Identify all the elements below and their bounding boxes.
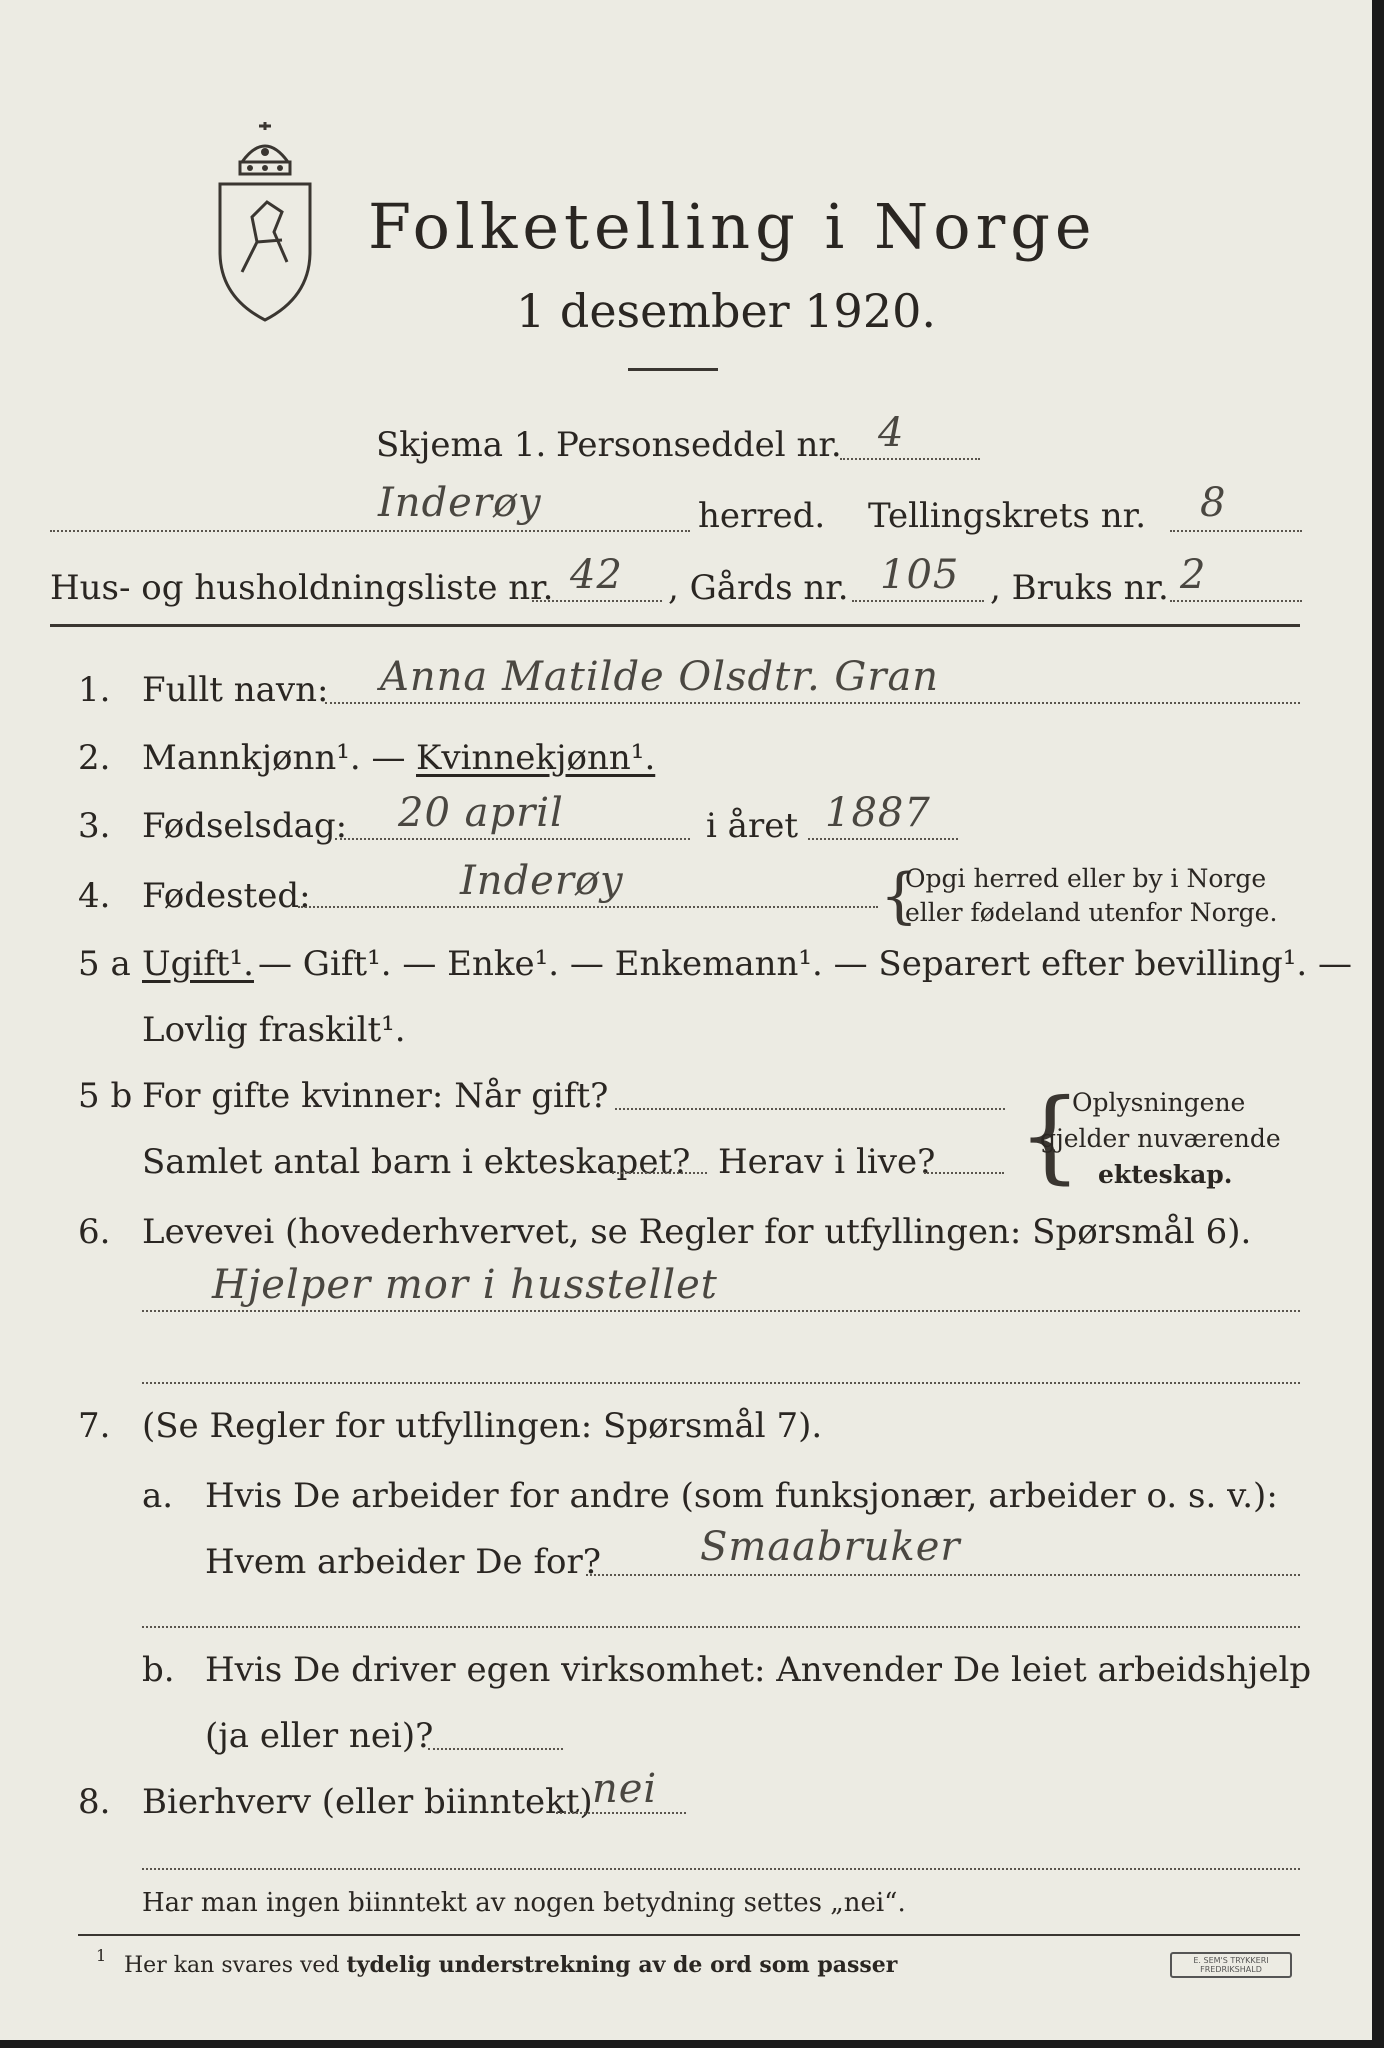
- side-income-line1: [556, 1812, 686, 1814]
- q2-number: 2.: [78, 738, 111, 778]
- q5b-note-brace: {: [1018, 1077, 1082, 1194]
- marital-fraskilt-option[interactable]: Lovlig fraskilt¹.: [142, 1010, 406, 1050]
- full-name-value[interactable]: Anna Matilde Olsdtr. Gran: [380, 654, 940, 700]
- q1-line: [325, 702, 1300, 704]
- husholdningsliste-value[interactable]: 42: [570, 552, 623, 598]
- q7a-label: Hvis De arbeider for andre (som funksjonær, arbeider o. s. v.):: [205, 1476, 1278, 1516]
- birthplace-note-line2: eller fødeland utenfor Norge.: [905, 898, 1278, 927]
- marital-ugift-option[interactable]: Ugift¹.: [142, 944, 254, 984]
- marital-other-options[interactable]: — Gift¹. — Enke¹. — Enkemann¹. — Separert efter bevilling¹. —: [258, 944, 1353, 984]
- q8-number: 8.: [78, 1782, 111, 1822]
- coat-of-arms-icon: [212, 122, 318, 322]
- children-alive-label: Herav i live?: [718, 1142, 936, 1182]
- footnote-bold: tydelig understrekning av de ord som passer: [346, 1952, 898, 1978]
- q5b-note-line1: Oplysningene: [1072, 1088, 1246, 1117]
- married-when-label: For gifte kvinner: Når gift?: [142, 1076, 609, 1116]
- occupation-value[interactable]: Hjelper mor i husstellet: [212, 1262, 718, 1308]
- printer-stamp: E. SEM'S TRYKKERI FREDRIKSHALD: [1170, 1952, 1292, 1978]
- tellingskrets-label: Tellingskrets nr.: [868, 496, 1147, 536]
- birthday-value[interactable]: 20 april: [398, 790, 564, 836]
- year-label: i året: [706, 806, 798, 846]
- gards-value[interactable]: 105: [880, 552, 960, 598]
- birthplace-note-line1: Opgi herred eller by i Norge: [905, 864, 1267, 893]
- gender-male-option[interactable]: Mannkjønn¹. —: [142, 738, 406, 778]
- birthday-line: [335, 838, 690, 840]
- q7b-number: b.: [142, 1650, 175, 1690]
- herred-line: [50, 530, 690, 532]
- gards-line: [852, 600, 984, 602]
- herred-label: herred.: [698, 496, 826, 536]
- q7-number: 7.: [78, 1406, 111, 1446]
- hired-help-line: [428, 1748, 563, 1750]
- employer-value[interactable]: Smaabruker: [700, 1524, 961, 1570]
- employer-line2: [142, 1626, 1300, 1628]
- birthplace-value[interactable]: Inderøy: [460, 858, 624, 904]
- q3-number: 3.: [78, 806, 111, 846]
- occupation-label: Levevei (hovederhvervet, se Regler for utfyllingen: Spørsmål 6).: [142, 1212, 1252, 1252]
- personseddel-line: [840, 458, 980, 460]
- children-alive-line: [924, 1172, 1004, 1174]
- q1-number: 1.: [78, 670, 111, 710]
- q1-label: Fullt navn:: [142, 670, 329, 710]
- husholdningsliste-label: Hus- og husholdningsliste nr.: [50, 568, 554, 608]
- bruks-line: [1170, 600, 1302, 602]
- children-label: Samlet antal barn i ekteskapet?: [142, 1142, 691, 1182]
- gender-female-option[interactable]: Kvinnekjønn¹.: [416, 738, 656, 778]
- birth-year-value[interactable]: 1887: [825, 790, 931, 836]
- q5a-number: 5 a: [78, 944, 131, 984]
- form-date: 1 desember 1920.: [516, 284, 936, 338]
- q5b-note-line2: gjelder nuværende: [1040, 1124, 1281, 1153]
- occupation-line1: [142, 1310, 1300, 1312]
- q7a-number: a.: [142, 1476, 174, 1516]
- form-title: Folketelling i Norge: [368, 190, 1097, 263]
- tellingskrets-value[interactable]: 8: [1200, 480, 1227, 526]
- hired-help-label: (ja eller nei)?: [205, 1716, 434, 1756]
- employer-label: Hvem arbeider De for?: [205, 1542, 601, 1582]
- q6-number: 6.: [78, 1212, 111, 1252]
- year-line: [808, 838, 958, 840]
- employer-line: [586, 1574, 1300, 1576]
- birthplace-line: [298, 906, 878, 908]
- footnote-plain: Her kan svares ved: [124, 1953, 340, 1978]
- children-line: [612, 1172, 707, 1174]
- q4-note-brace: {: [880, 861, 919, 931]
- personseddel-value[interactable]: 4: [878, 410, 905, 456]
- q4-number: 4.: [78, 876, 111, 916]
- husholdningsliste-line: [532, 600, 662, 602]
- q3-label: Fødselsdag:: [142, 806, 348, 846]
- q7b-label: Hvis De driver egen virksomhet: Anvender De leiet arbeidshjelp: [205, 1650, 1312, 1690]
- personseddel-label: Personseddel nr.: [556, 425, 842, 465]
- footnote-text: [124, 1950, 897, 1981]
- side-income-line2: [142, 1868, 1300, 1870]
- herred-value[interactable]: Inderøy: [378, 480, 542, 526]
- married-when-line: [615, 1108, 1005, 1110]
- q4-label: Fødested:: [142, 876, 311, 916]
- q7-label: (Se Regler for utfyllingen: Spørsmål 7).: [142, 1406, 823, 1446]
- footnote-mark: 1: [96, 1946, 107, 1965]
- bruks-label: , Bruks nr.: [990, 568, 1169, 608]
- side-income-value[interactable]: nei: [592, 1766, 658, 1812]
- side-income-label: Bierhverv (eller biinntekt): [142, 1782, 593, 1822]
- q5b-number: 5 b: [78, 1076, 133, 1116]
- tellingskrets-line: [1170, 530, 1302, 532]
- gards-label: , Gårds nr.: [668, 568, 849, 608]
- title-divider: [628, 368, 718, 371]
- q5b-note-line3: ekteskap.: [1098, 1160, 1233, 1189]
- no-income-note: Har man ingen biinntekt av nogen betydning settes „nei“.: [142, 1888, 906, 1918]
- header-divider: [50, 624, 1300, 627]
- skjema-label: Skjema 1.: [376, 425, 547, 465]
- occupation-line2: [142, 1382, 1300, 1384]
- bruks-value[interactable]: 2: [1180, 552, 1207, 598]
- footer-divider: [78, 1934, 1300, 1936]
